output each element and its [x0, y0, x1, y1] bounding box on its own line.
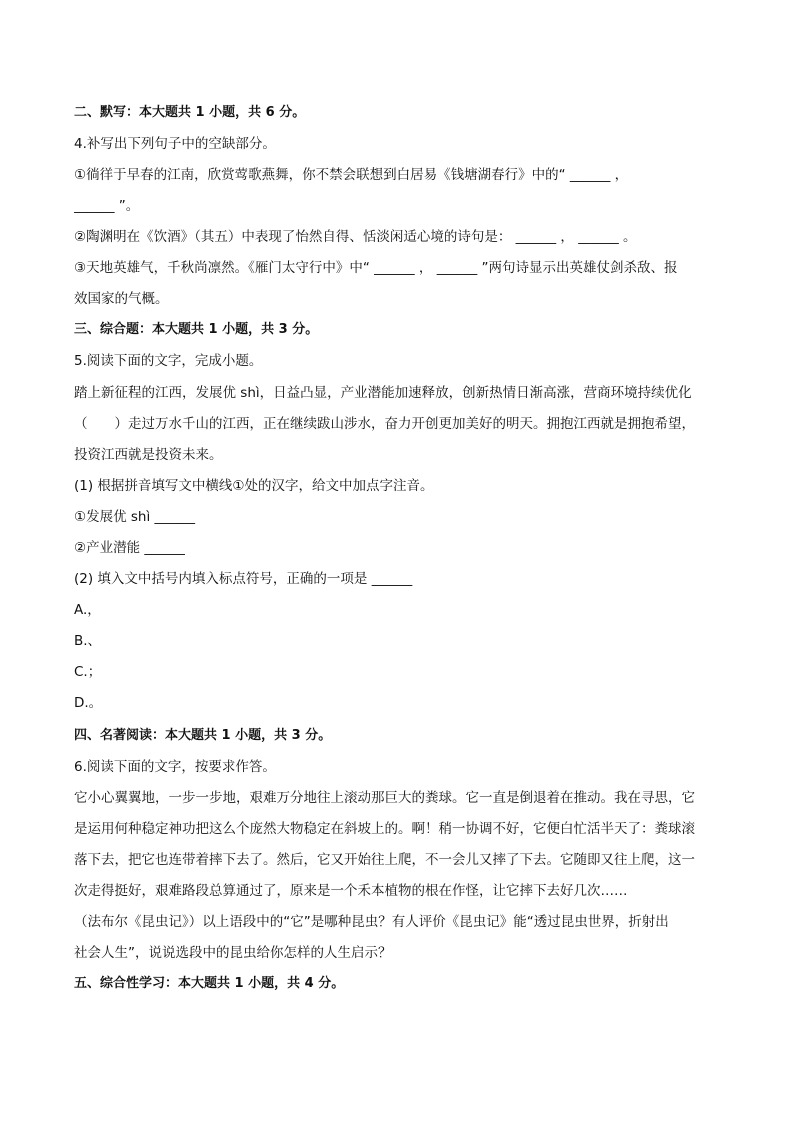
question-5-passage-line: （ ）走过万水千山的江西，正在继续跋山涉水，奋力开创更加美好的明天。拥抱江西就是拥抱希望， [74, 416, 695, 432]
question-6-stem: 6.阅读下面的文字，按要求作答。 [74, 759, 276, 775]
option-d: D.。 [74, 695, 103, 711]
section-heading-2: 二、默写：本大题共 1 小题，共 6 分。 [74, 105, 306, 120]
question-6-prompt: （法布尔《昆虫记》）以上语段中的“它”是哪种昆虫？有人评价《昆虫记》能“透过昆虫世界，折射出 [74, 914, 669, 930]
option-c: C.； [74, 664, 102, 680]
section-heading-3: 三、综合题：本大题共 1 小题，共 3 分。 [74, 322, 319, 337]
question-6-passage-line: 落下去，把它也连带着摔下去了。然后，它又开始往上爬，不一会儿又摔了下去。它随即又往上爬，这一 [74, 852, 695, 868]
question-5-sub-1-b: ②产业潜能 ______ [74, 540, 185, 556]
question-5-sub-1-a: ①发展优 shì ______ [74, 509, 196, 525]
question-4-item-3: ③天地英雄气，千秋尚凛然。《雁门太守行中》中“ ______ ， ______ ”两句诗显示出英雄仗剑杀敌、报 [74, 260, 678, 276]
question-4-stem: 4.补写出下列句子中的空缺部分。 [74, 136, 276, 152]
question-6-passage-line: 它小心翼翼地，一步一步地，艰难万分地往上滚动那巨大的粪球。它一直是倒退着在推动。我在寻思，它 [74, 790, 695, 806]
section-heading-4: 四、名著阅读：本大题共 1 小题，共 3 分。 [74, 728, 332, 743]
question-6-passage-line: 次走得挺好，艰难路段总算通过了，原来是一个禾本植物的根在作怪，让它摔下去好几次…… [74, 883, 628, 899]
question-5-sub-1: (1) 根据拼音填写文中横线①处的汉字，给文中加点字注音。 [74, 478, 434, 494]
question-4-item-3-cont: 效国家的气概。 [74, 291, 169, 307]
question-5-passage-line: 踏上新征程的江西，发展优 shì，日益凸显，产业潜能加速释放，创新热情日渐高涨，营商环境持续优化 [74, 385, 692, 401]
question-6-prompt-cont: 社会人生”，说说选段中的昆虫给你怎样的人生启示？ [74, 945, 392, 961]
question-5-passage-line: 投资江西就是投资未来。 [74, 447, 223, 463]
question-6-passage-line: 是运用何种稳定神功把这么个庞然大物稳定在斜坡上的。啊！稍一协调不好，它便白忙活半天了：粪球滚 [74, 821, 695, 837]
option-b: B.、 [74, 633, 102, 649]
question-4-item-1: ①徜徉于早春的江南，欣赏莺歌燕舞，你不禁会联想到白居易《钱塘湖春行》中的“ ______ ， [74, 167, 629, 183]
question-5-sub-2: (2) 填入文中括号内填入标点符号，正确的一项是 ______ [74, 571, 413, 587]
option-a: A.， [74, 602, 101, 618]
question-4-item-2: ②陶渊明在《饮酒》（其五）中表现了怡然自得、恬淡闲适心境的诗句是： ______ ， ______ 。 [74, 229, 637, 245]
section-heading-5: 五、综合性学习：本大题共 1 小题，共 4 分。 [74, 976, 345, 991]
question-5-stem: 5.阅读下面的文字，完成小题。 [74, 353, 263, 369]
question-4-item-1-cont: ______ ”。 [74, 198, 140, 214]
